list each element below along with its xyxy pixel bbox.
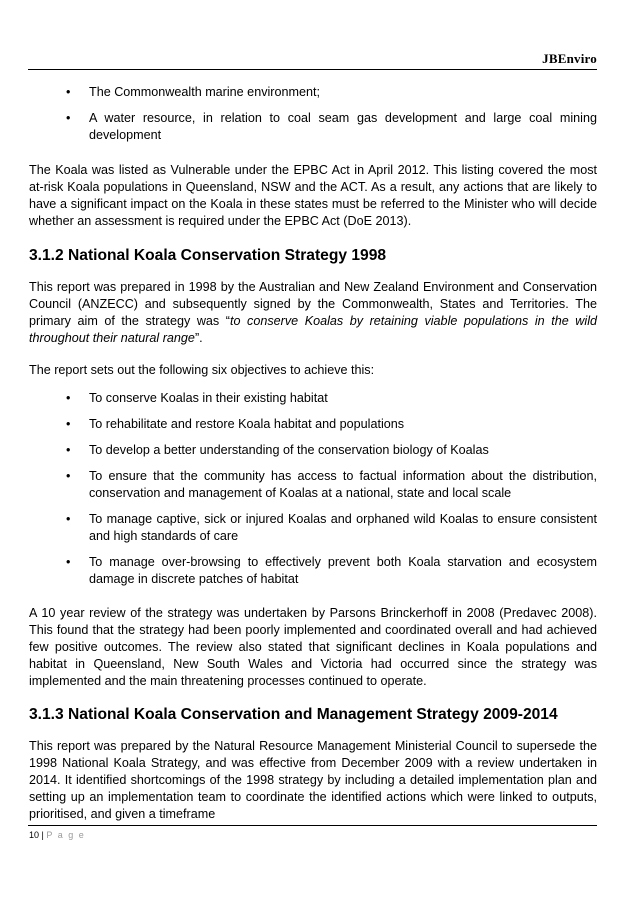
section-heading: 3.1.2 National Koala Conservation Strategy 1998 — [29, 247, 387, 264]
page-content — [29, 80, 597, 823]
list-item-text: A water resource, in relation to coal seam gas development and large coal mining development — [89, 111, 597, 142]
footer-separator: | — [41, 830, 44, 840]
paragraph-text: ”. — [194, 331, 203, 345]
company-logo: JBEnviro — [542, 51, 597, 66]
list-item-text: To rehabilitate and restore Koala habitat and populations — [89, 417, 405, 431]
bullet-icon: • — [66, 512, 71, 526]
list-item-text: To manage over-browsing to effectively prevent both Koala starvation and ecosystem damage in discrete patches of habitat — [89, 555, 597, 586]
bullet-icon: • — [66, 443, 71, 457]
list-item — [29, 442, 597, 459]
paragraph: This report was prepared by the Natural Resource Management Ministerial Council to supersede the 1998 National Koala Strategy, and was effective from December 2009 with a review undertaken in 2014. It identified shortcomings of the 1998 strategy by including a detailed implementation plan and setting up an implementation team to coordinate the identified actions which were linked to outputs, prioritised, and given a timeframe — [29, 739, 597, 821]
objectives-list — [29, 390, 597, 588]
list-item-text: To manage captive, sick or injured Koalas and orphaned wild Koalas to ensure consistent and high standards of care — [89, 512, 597, 543]
paragraph-text: This report was prepared in 1998 by the Australian and New Zealand Environment and Conservation Council (ANZECC) and subsequently signed by the Commonwealth, States and Territories. The primary aim of the strategy was “ — [29, 280, 597, 328]
bullet-icon: • — [66, 85, 71, 99]
bullet-icon: • — [66, 111, 71, 125]
page-footer — [29, 830, 85, 840]
list-item-text: To ensure that the community has access to factual information about the distribution, conservation and management of Koalas at a national, state and local scale — [89, 469, 597, 500]
page-label: P a g e — [46, 830, 86, 840]
list-item — [29, 554, 597, 588]
list-item — [29, 468, 597, 502]
paragraph: The Koala was listed as Vulnerable under the EPBC Act in April 2012. This listing covered the most at-risk Koala populations in Queensland, NSW and the ACT. As a result, any actions that are likely to have a significant impact on the Koala in these states must be referred to the Minister who will decide whether an assessment is required under the EPBC Act (DoE 2013). — [29, 163, 597, 228]
list-item — [29, 390, 597, 407]
list-item — [29, 416, 597, 433]
bullet-icon: • — [66, 555, 71, 569]
paragraph: The report sets out the following six objectives to achieve this: — [29, 363, 375, 377]
list-item — [29, 84, 597, 101]
page-number: 10 — [29, 830, 40, 840]
paragraph: A 10 year review of the strategy was undertaken by Parsons Brinckerhoff in 2008 (Predavec 2008). This found that the strategy had been poorly implemented and coordinated overall and had achieved few positive outcomes. The review also stated that significant declines in Koala populations and habitat in Queensland, New South Wales and Victoria had occurred since the strategy was implemented and the main threatening processes continued to operate. — [29, 606, 597, 688]
intro-bullet-list — [29, 84, 597, 144]
section-heading: 3.1.3 National Koala Conservation and Management Strategy 2009-2014 — [29, 706, 558, 723]
list-item-text: To develop a better understanding of the conservation biology of Koalas — [89, 443, 489, 457]
list-item-text: The Commonwealth marine environment; — [89, 85, 320, 99]
paragraph — [29, 279, 597, 347]
quote-text: to conserve Koalas by retaining viable populations in the wild throughout their natural range — [29, 314, 597, 345]
list-item — [29, 110, 597, 144]
list-item-text: To conserve Koalas in their existing habitat — [89, 391, 328, 405]
bullet-icon: • — [66, 391, 71, 405]
bullet-icon: • — [66, 417, 71, 431]
footer-divider — [28, 825, 597, 826]
bullet-icon: • — [66, 469, 71, 483]
header-divider — [28, 69, 597, 70]
list-item — [29, 511, 597, 545]
